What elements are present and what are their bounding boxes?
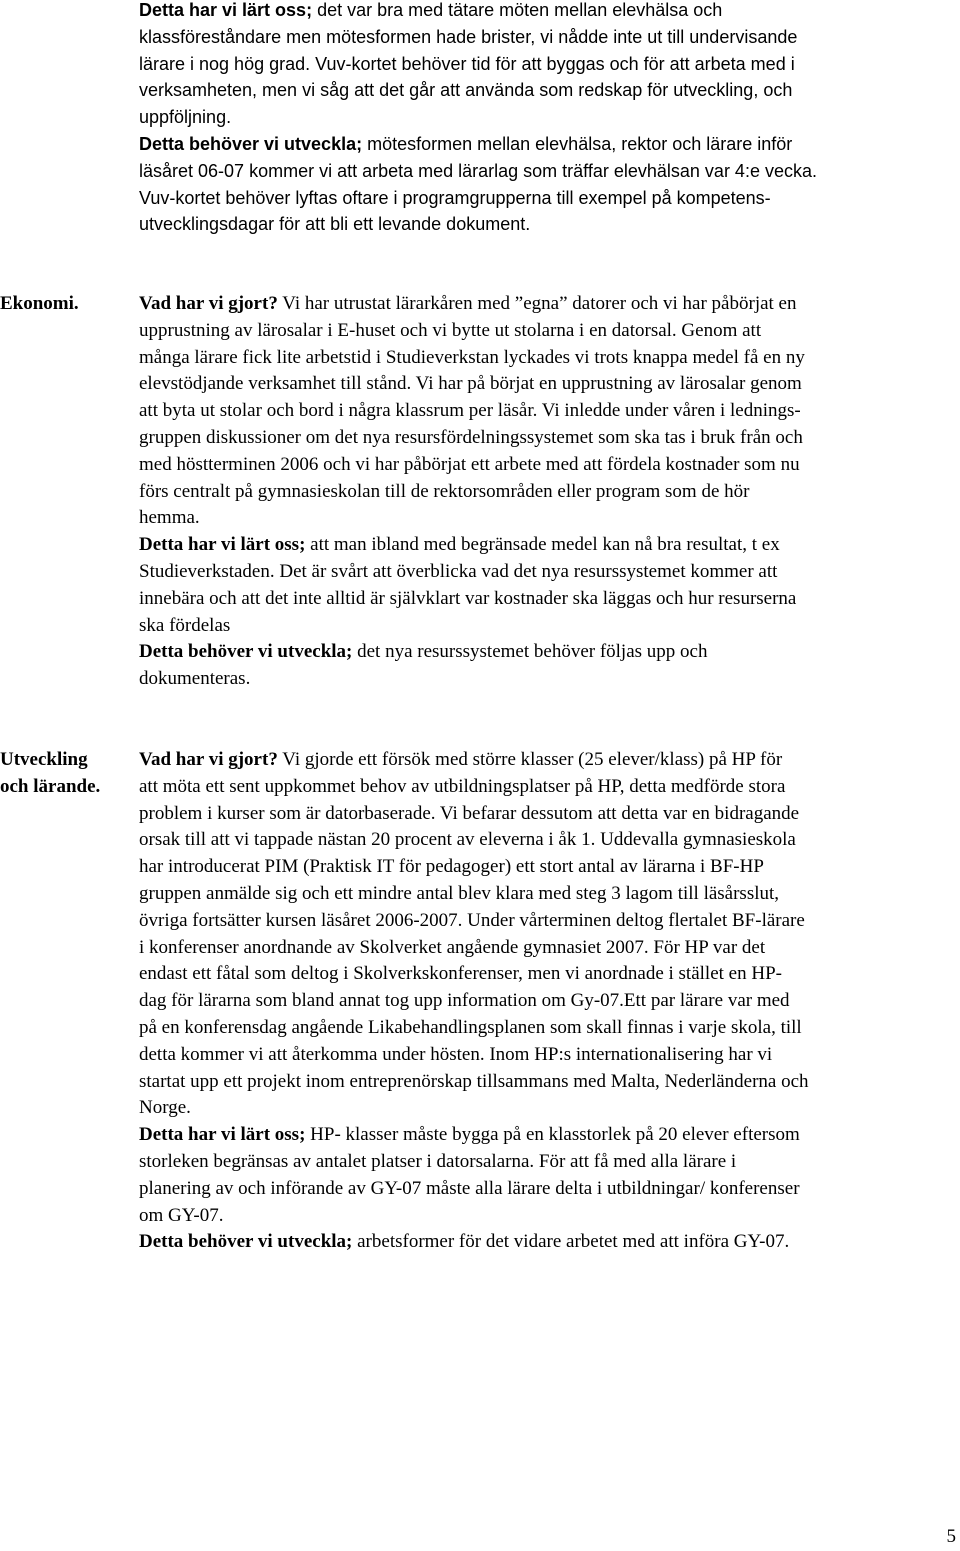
- text-line: Vi gjorde ett försök med större klasser (25 elever/klass) på HP för: [277, 749, 783, 770]
- text-line: upprustning av lärosalar i E-huset och vi bytte ut stolarna i en datorsal. Genom att: [139, 319, 762, 341]
- text-line: ska fördelas: [139, 614, 231, 636]
- text-line: Vi har utrustat lärarkåren med ”egna” datorer och vi har påbörjat en: [277, 293, 797, 314]
- section-content: [139, 0, 957, 238]
- text-line: många lärare fick lite arbetstid i Studieverkstan lyckades vi trots knappa medel få en ny: [139, 346, 805, 368]
- text-line: gruppen anmälde sig och ett mindre antal blev klara med steg 3 lagom till läsårsslut,: [139, 882, 780, 904]
- text-line: förs centralt på gymnasieskolan till de rektorsområden eller program som de hör: [139, 480, 750, 502]
- paragraph-heading: Vad har vi gjort?: [139, 749, 278, 770]
- text-line: Vuv-kortet behöver lyftas oftare i programgrupperna till exempel på kompetens-: [139, 187, 771, 208]
- paragraph-learned: [139, 532, 957, 639]
- section-content: [139, 747, 957, 1256]
- text-line: på en konferensdag angående Likabehandlingsplanen som skall finnas i varje skola, till: [139, 1016, 802, 1038]
- page-number: 5: [946, 1526, 956, 1547]
- text-line: HP- klasser måste bygga på en klasstorlek på 20 elever eftersom: [305, 1124, 800, 1146]
- text-line: uppföljning.: [139, 107, 232, 128]
- paragraph-heading: Detta behöver vi utveckla;: [139, 133, 363, 154]
- text-line: startat upp ett projekt inom entreprenörskap tillsammans med Malta, Nederländerna och: [139, 1070, 809, 1092]
- paragraph-heading: Detta har vi lärt oss;: [139, 1124, 306, 1146]
- text-line: om GY-07.: [139, 1204, 224, 1226]
- text-line: verksamheten, men vi såg att det går att använda som redskap för utveckling, och: [139, 80, 793, 101]
- section-content: [139, 291, 957, 693]
- paragraph-heading: Vad har vi gjort?: [139, 293, 278, 314]
- text-line: detta kommer vi att återkomma under hösten. Inom HP:s internationalisering har vi: [139, 1043, 773, 1065]
- text-line: dokumenteras.: [139, 668, 251, 690]
- text-line: att byta ut stolar och bord i några klassrum per läsår. Vi inledde under våren i lednings-: [139, 400, 801, 422]
- paragraph-learned: [139, 0, 957, 131]
- text-line: orsak till att vi tappade nästan 20 procent av eleverna i åk 1. Uddevalla gymnasieskola: [139, 829, 796, 851]
- text-line: arbetsformer för det vidare arbetet med att införa GY-07.: [352, 1231, 790, 1253]
- text-line: det var bra med tätare möten mellan elevhälsa och: [312, 0, 723, 20]
- paragraph-learned: [139, 1122, 957, 1229]
- text-line: storleken begränsas av antalet platser i datorsalarna. För att få med alla lärare i: [139, 1150, 737, 1172]
- paragraph-done: [139, 747, 957, 1122]
- text-line: endast ett fåtal som deltog i Skolverkskonferenser, men vi anordnade i stället en HP-: [139, 963, 782, 985]
- text-line: övriga fortsätter kursen läsåret 2006-2007. Under vårterminen deltog flertalet BF-lärare: [139, 909, 805, 931]
- text-line: gruppen diskussioner om det nya resursfördelningssystemet som ska tas i bruk från och: [139, 426, 803, 448]
- text-line: med höstterminen 2006 och vi har påbörjat ett arbete med att fördela kostnader som nu: [139, 453, 800, 475]
- text-line: elevstödjande verksamhet till stånd. Vi har på börjat en upprustning av lärosalar genom: [139, 373, 802, 395]
- text-line: i konferenser anordnande av Skolverket angående gymnasiet 2007. För HP var det: [139, 936, 766, 958]
- paragraph-develop: [139, 131, 957, 238]
- paragraph-heading: Detta behöver vi utveckla;: [139, 1231, 353, 1253]
- text-line: planering av och införande av GY-07 måste alla lärare delta i utbildningar/ konferenser: [139, 1177, 800, 1199]
- text-line: dag för lärarna som bland annat tog upp information om Gy-07.Ett par lärare var med: [139, 990, 790, 1012]
- paragraph-develop: [139, 639, 957, 693]
- text-line: att man ibland med begränsade medel kan nå bra resultat, t ex: [305, 534, 780, 556]
- text-line: läsåret 06-07 kommer vi att arbeta med lärarlag som träffar elevhälsan var 4:e vecka.: [139, 160, 817, 181]
- text-line: klassföreståndare men mötesformen hade brister, vi nådde inte ut till undervisande: [139, 26, 798, 47]
- text-line: innebära och att det inte alltid är självklart var kostnader ska läggas och hur resurserna: [139, 587, 797, 609]
- paragraph-heading: Detta behöver vi utveckla;: [139, 641, 353, 663]
- section-label: Utveckling och lärande.: [0, 749, 101, 797]
- paragraph-done: [139, 291, 957, 532]
- text-line: problem i kurser som är datorbaserade. Vi befarar dessutom att detta var en bidragande: [139, 802, 800, 824]
- text-line: Studieverkstaden. Det är svårt att överblicka vad det nya resurssystemet kommer att: [139, 560, 778, 582]
- text-line: har introducerat PIM (Praktisk IT för pedagoger) ett stort antal av lärarna i BF-HP: [139, 856, 764, 878]
- text-line: utvecklingsdagar för att bli ett levande dokument.: [139, 214, 531, 235]
- text-line: det nya resurssystemet behöver följas upp och: [352, 641, 708, 663]
- text-line: hemma.: [139, 507, 200, 529]
- text-line: Norge.: [139, 1097, 191, 1119]
- paragraph-develop: [139, 1229, 957, 1256]
- paragraph-heading: Detta har vi lärt oss;: [139, 534, 306, 556]
- text-line: lärare i nog hög grad. Vuv-kortet behöver tid för att byggas och för att arbeta med i: [139, 53, 795, 74]
- text-line: mötesformen mellan elevhälsa, rektor och lärare inför: [362, 133, 793, 154]
- text-line: att möta ett sent uppkommet behov av utbildningsplatser på HP, detta medförde stora: [139, 775, 786, 797]
- section-label: Ekonomi.: [0, 293, 79, 314]
- paragraph-heading: Detta har vi lärt oss;: [139, 0, 313, 20]
